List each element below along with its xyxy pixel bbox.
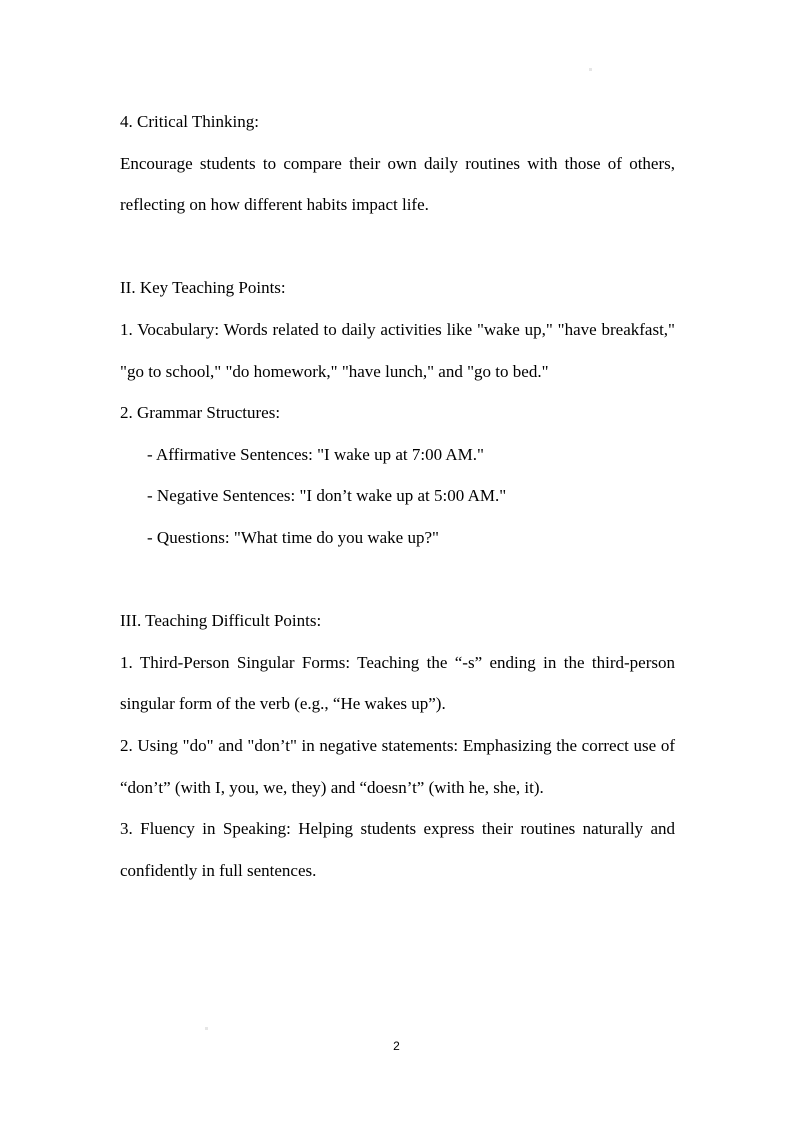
difficult-point-do-dont: 2. Using "do" and "don’t" in negative statements: Emphasizing the correct use of “don’t” (with I, you, we, they) and “doesn’t” (with he, she, it). xyxy=(120,735,675,797)
difficult-point-third-person: 1. Third-Person Singular Forms: Teaching the “-s” ending in the third-person singular form of the verb (e.g., “He wakes up”). xyxy=(120,652,675,714)
key-teaching-points-heading: II. Key Teaching Points: xyxy=(120,278,286,298)
grammar-item-questions: - Questions: "What time do you wake up?" xyxy=(147,527,439,547)
difficult-points-heading: III. Teaching Difficult Points: xyxy=(120,611,322,631)
grammar-item-negative: - Negative Sentences: "I don’t wake up at 5:00 AM." xyxy=(147,486,507,506)
grammar-structures-heading: 2. Grammar Structures: xyxy=(120,403,281,423)
page-number: 2 xyxy=(393,1039,400,1053)
difficult-point-fluency: 3. Fluency in Speaking: Helping students express their routines naturally and confidently in full sentences. xyxy=(120,819,675,880)
section-spacer xyxy=(120,226,675,268)
critical-thinking-heading: 4. Critical Thinking: xyxy=(120,112,259,131)
crop-mark-top-right xyxy=(589,68,592,71)
document-page-body xyxy=(120,101,675,891)
grammar-item-affirmative: - Affirmative Sentences: "I wake up at 7:00 AM." xyxy=(147,444,484,464)
critical-thinking-paragraph: Encourage students to compare their own daily routines with those of others, reflecting on how different habits impact life. xyxy=(120,153,675,215)
vocabulary-paragraph: 1. Vocabulary: Words related to daily activities like "wake up," "have breakfast," "go to school," "do homework," "have lunch," and "go to bed." xyxy=(120,319,675,381)
section-spacer xyxy=(120,559,675,601)
crop-mark-bottom-left xyxy=(205,1027,208,1030)
